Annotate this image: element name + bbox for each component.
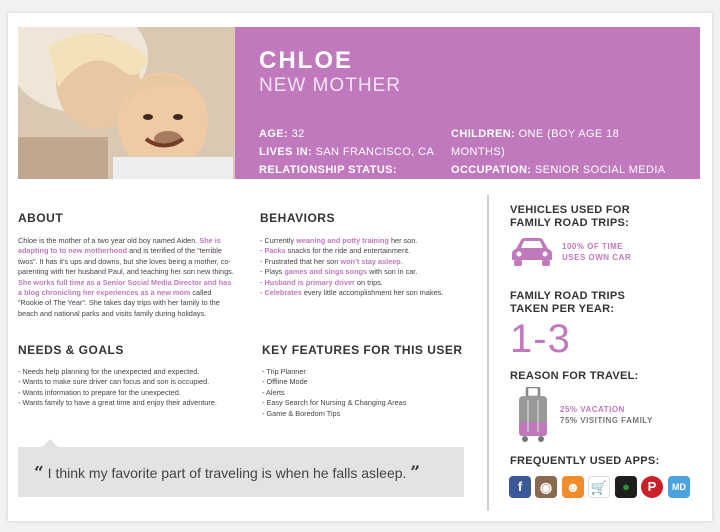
needs-item: - Needs help planning for the unexpected and expected. xyxy=(18,367,200,376)
water-drop-app-icon[interactable]: ● xyxy=(615,476,637,498)
relationship-label: RELATIONSHIP STATUS: xyxy=(259,164,397,176)
about-text xyxy=(18,236,236,319)
quote-notch xyxy=(42,439,58,447)
quote-box xyxy=(18,447,464,497)
reason-visiting-family: 75% VISITING FAMILY xyxy=(560,416,653,425)
trips-title xyxy=(510,290,625,316)
behavior-text: - xyxy=(260,246,265,256)
feature-item: - Game & Boredom Tips xyxy=(262,408,341,418)
persona-role: NEW MOTHER xyxy=(259,75,401,96)
about-highlight-2: She works full time as a Senior Social Media Director and has a blog chronicling her experiences as a new mom xyxy=(18,277,232,298)
behavior-item xyxy=(260,236,470,246)
behavior-highlight: games and sings songs xyxy=(284,267,368,277)
quote-text xyxy=(34,463,420,483)
relationship-value: MARRIED xyxy=(259,182,313,194)
close-quote-mark: ” xyxy=(410,463,421,483)
behavior-text: her son. xyxy=(388,236,418,245)
instagram-app-icon[interactable]: ◉ xyxy=(535,476,557,498)
features-title: KEY FEATURES FOR THIS USER xyxy=(262,343,463,357)
about-p1: Chloe is the mother of a two year old boy named Aiden. xyxy=(18,236,198,245)
behavior-item xyxy=(260,278,470,288)
age-label: AGE: xyxy=(259,128,289,140)
behavior-text: - xyxy=(260,288,265,298)
lives-value: SAN FRANCISCO, CA xyxy=(315,146,435,158)
feature-item: - Offline Mode xyxy=(262,377,308,387)
reason-vacation: 25% VACATION xyxy=(560,405,625,414)
persona-facts-right xyxy=(451,125,671,197)
trips-value: 1-3 xyxy=(510,317,571,361)
feature-item: - Easy Search for Nursing & Changing Areas xyxy=(262,398,407,408)
behaviors-list xyxy=(260,236,470,298)
vehicle-stat xyxy=(562,241,631,263)
reason-title: REASON FOR TRAVEL: xyxy=(510,370,639,382)
reason-stats xyxy=(560,404,653,426)
needs-list xyxy=(18,367,243,409)
webmd-app-icon[interactable]: MD xyxy=(668,476,690,498)
lives-label: LIVES IN: xyxy=(259,146,313,158)
behavior-text: every little accomplishment her son makes. xyxy=(301,288,444,298)
occupation-value: SENIOR SOCIAL MEDIA DIRECTOR FOR A DIGITAL AD AGENCY xyxy=(451,164,668,194)
car-icon xyxy=(510,235,554,267)
lives-row xyxy=(259,143,449,161)
shopping-cart-app-icon[interactable]: 🛒 xyxy=(588,476,610,498)
behavior-text: - Frustrated that her son xyxy=(260,256,341,266)
behavior-highlight: won’t stay asleep xyxy=(340,256,401,266)
behavior-highlight: Celebrates xyxy=(264,288,302,298)
behavior-highlight: Husband is primary driver xyxy=(264,277,355,287)
behaviors-title: BEHAVIORS xyxy=(260,211,335,225)
age-value: 32 xyxy=(291,128,305,140)
column-divider xyxy=(487,195,489,511)
feature-item: - Trip Planner xyxy=(262,367,306,376)
vehicles-title-line2: FAMILY ROAD TRIPS: xyxy=(510,217,630,229)
pinterest-app-icon[interactable]: P xyxy=(641,476,663,498)
about-title: ABOUT xyxy=(18,211,64,225)
children-label: CHILDREN: xyxy=(451,128,516,140)
needs-item: - Wants family to have a great time and enjoy their adventure. xyxy=(18,398,217,408)
behavior-item xyxy=(260,267,470,277)
open-quote-mark: “ xyxy=(34,463,44,483)
persona-photo xyxy=(18,27,245,179)
behavior-text: - Plays xyxy=(260,267,285,277)
mother-and-child-image xyxy=(18,27,245,179)
occupation-row xyxy=(451,161,671,197)
relationship-row xyxy=(259,161,449,197)
occupation-label: OCCUPATION: xyxy=(451,164,532,176)
behavior-item xyxy=(260,246,470,256)
needs-item: - Wants to make sure driver can focus and son is occupied. xyxy=(18,377,210,387)
vehicle-stat-line1: 100% OF TIME xyxy=(562,242,624,251)
behavior-item xyxy=(260,288,470,298)
about-highlight-1: She is adapting to to new motherhood xyxy=(18,236,221,256)
behavior-highlight: Packs xyxy=(264,246,286,256)
vehicle-stat-line2: USES OWN CAR xyxy=(562,253,632,262)
facebook-app-icon[interactable]: f xyxy=(509,476,531,498)
behavior-text: on trips. xyxy=(354,277,383,287)
features-list xyxy=(262,367,472,419)
feature-item: - Alerts xyxy=(262,387,285,397)
needs-item: - Wants information to prepare for the unexpected. xyxy=(18,387,181,397)
persona-header xyxy=(235,27,700,194)
persona-facts-left xyxy=(259,125,449,197)
suitcase-icon xyxy=(516,387,550,443)
behavior-item xyxy=(260,257,470,267)
behavior-highlight: weaning and potty training xyxy=(296,236,389,245)
apps-title: FREQUENTLY USED APPS: xyxy=(510,455,660,467)
children-value: ONE (BOY AGE 18 MONTHS) xyxy=(451,128,620,158)
behavior-text: - xyxy=(260,277,265,287)
about-p3: called “Rookie of The Year”. She takes day trips with her family to the beach and national parks and visits family during holidays. xyxy=(18,288,220,318)
needs-title: NEEDS & GOALS xyxy=(18,343,124,357)
behavior-text: - Currently xyxy=(260,236,297,245)
vehicles-title-line1: VEHICLES USED FOR xyxy=(510,204,631,216)
persona-name: CHLOE xyxy=(259,47,353,74)
babycenter-app-icon[interactable]: ☻ xyxy=(562,476,584,498)
behavior-text: snacks for the ride and entertainment. xyxy=(285,246,411,256)
about-p2: and is terrified of the “terrible twos”. It has it’s ups and downs, but she loves being a mother, co-parenting with her husband Paul, and teaching her son new things. xyxy=(18,246,234,277)
behavior-text: . xyxy=(400,256,403,266)
persona-card xyxy=(8,13,712,521)
quote-body: I think my favorite part of traveling is when he falls asleep. xyxy=(43,465,411,481)
age-row xyxy=(259,125,449,143)
vehicles-title xyxy=(510,204,630,230)
behavior-text: with son in car. xyxy=(367,267,418,277)
trips-title-line2: TAKEN PER YEAR: xyxy=(510,303,615,315)
children-row xyxy=(451,125,671,161)
trips-title-line1: FAMILY ROAD TRIPS xyxy=(510,290,626,302)
